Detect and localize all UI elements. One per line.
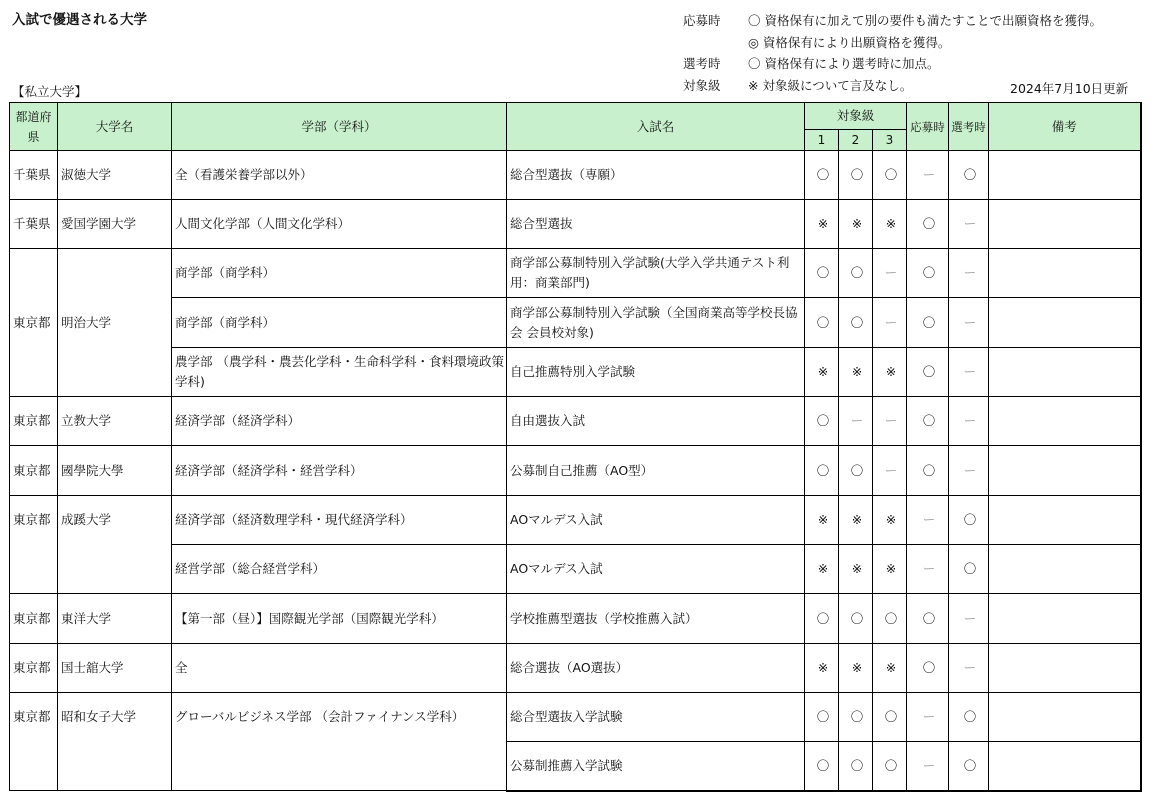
cell-exam: 公募制自己推薦（AO型） xyxy=(507,446,805,496)
cell-exam: 自己推薦特別入学試験 xyxy=(507,348,805,397)
cell-grade-3: ※ xyxy=(873,200,907,249)
cell-select: ー xyxy=(949,446,989,496)
cell-select: ー xyxy=(949,200,989,249)
cell-apply: 〇 xyxy=(907,446,949,496)
cell-univ: 立教大学 xyxy=(58,397,172,446)
cell-grade-1: ※ xyxy=(805,496,839,545)
cell-grade-2: 〇 xyxy=(839,151,873,200)
cell-grade-3: ー xyxy=(873,298,907,348)
cell-faculty: 全 xyxy=(172,644,507,693)
cell-faculty: 経済学部（経済学科・経営学科） xyxy=(172,446,507,496)
cell-notes xyxy=(989,742,1141,791)
cell-notes xyxy=(989,446,1141,496)
cell-select: 〇 xyxy=(949,496,989,545)
section-label: 【私立大学】 xyxy=(12,84,88,99)
cell-grade-1: 〇 xyxy=(805,446,839,496)
table-row xyxy=(10,496,1141,545)
cell-grade-2: ※ xyxy=(839,348,873,397)
cell-grade-3: ※ xyxy=(873,644,907,693)
header-notes: 備考 xyxy=(989,103,1141,151)
cell-apply: 〇 xyxy=(907,298,949,348)
header-apply: 応募時 xyxy=(907,103,949,151)
cell-grade-3: 〇 xyxy=(873,151,907,200)
header-exam: 入試名 xyxy=(507,103,805,151)
cell-grade-1: 〇 xyxy=(805,397,839,446)
table-row xyxy=(10,446,1141,496)
header-grade-1: 1 xyxy=(805,130,839,151)
table-row xyxy=(10,693,1141,742)
cell-notes xyxy=(989,545,1141,594)
cell-univ: 国士舘大学 xyxy=(58,644,172,693)
cell-faculty: 商学部（商学科） xyxy=(172,298,507,348)
table-row xyxy=(10,200,1141,249)
cell-apply: 〇 xyxy=(907,200,949,249)
legend-row xyxy=(683,53,1102,75)
cell-notes xyxy=(989,200,1141,249)
cell-notes xyxy=(989,496,1141,545)
cell-apply: ー xyxy=(907,151,949,200)
cell-grade-2: ※ xyxy=(839,200,873,249)
cell-grade-3: ※ xyxy=(873,348,907,397)
header-select: 選考時 xyxy=(949,103,989,151)
cell-select: ー xyxy=(949,298,989,348)
cell-notes xyxy=(989,298,1141,348)
table-row xyxy=(10,644,1141,693)
cell-apply: ー xyxy=(907,742,949,791)
cell-select: 〇 xyxy=(949,693,989,742)
cell-notes xyxy=(989,249,1141,298)
header-grade: 対象級 xyxy=(805,103,907,130)
cell-apply: 〇 xyxy=(907,348,949,397)
cell-exam: 総合型選抜（専願） xyxy=(507,151,805,200)
legend-row xyxy=(683,10,1102,32)
cell-faculty: 経済学部（経済数理学科・現代経済学科） xyxy=(172,496,507,545)
cell-apply: 〇 xyxy=(907,397,949,446)
cell-grade-1: 〇 xyxy=(805,594,839,644)
header-faculty: 学部（学科） xyxy=(172,103,507,151)
cell-grade-2: 〇 xyxy=(839,742,873,791)
header-grade-3: 3 xyxy=(873,130,907,151)
cell-pref: 東京都 xyxy=(10,446,58,496)
cell-grade-3: 〇 xyxy=(873,742,907,791)
legend-text: 〇 資格保有により選考時に加点。 xyxy=(748,56,940,71)
legend-key: 対象級 xyxy=(683,77,721,93)
cell-univ: 東洋大学 xyxy=(58,594,172,644)
table-row xyxy=(10,298,1141,348)
legend-key: 応募時 xyxy=(683,13,721,28)
table-row xyxy=(10,545,1141,594)
cell-notes xyxy=(989,151,1141,200)
cell-grade-2: 〇 xyxy=(839,446,873,496)
cell-select: 〇 xyxy=(949,545,989,594)
cell-pref: 東京都 xyxy=(10,249,58,397)
cell-apply: ー xyxy=(907,693,949,742)
cell-apply: 〇 xyxy=(907,644,949,693)
cell-exam: 商学部公募制特別入学試験（全国商業高等学校長協会 会員校対象) xyxy=(507,298,805,348)
cell-grade-2: ※ xyxy=(839,644,873,693)
cell-notes xyxy=(989,397,1141,446)
legend-row xyxy=(683,32,1102,54)
cell-notes xyxy=(989,594,1141,644)
cell-univ: 國學院大學 xyxy=(58,446,172,496)
table-row xyxy=(10,249,1141,298)
table-row xyxy=(10,348,1141,397)
cell-exam: 自由選抜入試 xyxy=(507,397,805,446)
cell-apply: ー xyxy=(907,545,949,594)
cell-exam: 総合選抜（AO選抜） xyxy=(507,644,805,693)
cell-grade-2: ※ xyxy=(839,545,873,594)
cell-pref: 東京都 xyxy=(10,644,58,693)
cell-grade-3: 〇 xyxy=(873,594,907,644)
cell-exam: 学校推薦型選抜（学校推薦入試） xyxy=(507,594,805,644)
cell-faculty: 商学部（商学科） xyxy=(172,249,507,298)
cell-grade-2: 〇 xyxy=(839,693,873,742)
cell-grade-2: 〇 xyxy=(839,594,873,644)
cell-faculty: グローバルビジネス学部 （会計ファイナンス学科） xyxy=(172,693,507,791)
cell-grade-2: 〇 xyxy=(839,249,873,298)
cell-exam: 総合型選抜入学試験 xyxy=(507,693,805,742)
cell-grade-2: ※ xyxy=(839,496,873,545)
cell-grade-3: 〇 xyxy=(873,693,907,742)
cell-grade-3: ー xyxy=(873,397,907,446)
cell-grade-3: ー xyxy=(873,446,907,496)
cell-grade-1: ※ xyxy=(805,200,839,249)
cell-grade-1: 〇 xyxy=(805,742,839,791)
cell-select: 〇 xyxy=(949,742,989,791)
header-univ: 大学名 xyxy=(58,103,172,151)
cell-faculty: 経営学部（総合経営学科） xyxy=(172,545,507,594)
cell-exam: 公募制推薦入学試験 xyxy=(507,742,805,791)
cell-univ: 淑徳大学 xyxy=(58,151,172,200)
cell-exam: 総合型選抜 xyxy=(507,200,805,249)
cell-apply: 〇 xyxy=(907,594,949,644)
cell-faculty: 人間文化学部（人間文化学科） xyxy=(172,200,507,249)
cell-grade-3: ー xyxy=(873,249,907,298)
cell-grade-1: 〇 xyxy=(805,249,839,298)
cell-univ: 昭和女子大学 xyxy=(58,693,172,791)
cell-grade-3: ※ xyxy=(873,496,907,545)
legend-text: ◎ 資格保有により出願資格を獲得。 xyxy=(748,34,951,50)
cell-grade-3: ※ xyxy=(873,545,907,594)
cell-grade-1: 〇 xyxy=(805,693,839,742)
cell-apply: 〇 xyxy=(907,249,949,298)
updated-date: 2024年7月10日更新 xyxy=(1010,81,1129,96)
cell-exam: AOマルデス入試 xyxy=(507,545,805,594)
cell-notes xyxy=(989,644,1141,693)
cell-pref: 東京都 xyxy=(10,693,58,791)
legend-key: 選考時 xyxy=(683,56,721,71)
cell-faculty: 農学部 （農学科・農芸化学科・生命科学科・食料環境政策学科) xyxy=(172,348,507,397)
table-row xyxy=(10,397,1141,446)
cell-grade-1: ※ xyxy=(805,644,839,693)
cell-univ: 成蹊大学 xyxy=(58,496,172,594)
cell-univ: 愛国学園大学 xyxy=(58,200,172,249)
cell-faculty: 全（看護栄養学部以外） xyxy=(172,151,507,200)
cell-notes xyxy=(989,693,1141,742)
cell-pref: 東京都 xyxy=(10,397,58,446)
cell-grade-1: 〇 xyxy=(805,298,839,348)
cell-exam: AOマルデス入試 xyxy=(507,496,805,545)
cell-pref: 千葉県 xyxy=(10,151,58,200)
legend-text: ※ 対象級について言及なし。 xyxy=(748,77,913,93)
cell-apply: ー xyxy=(907,496,949,545)
cell-pref: 東京都 xyxy=(10,496,58,594)
cell-univ: 明治大学 xyxy=(58,249,172,397)
legend-key xyxy=(683,32,748,54)
cell-select: ー xyxy=(949,594,989,644)
cell-select: ー xyxy=(949,249,989,298)
table-row xyxy=(10,594,1141,644)
cell-select: ー xyxy=(949,348,989,397)
header-pref: 都道府県 xyxy=(10,103,58,151)
cell-select: ー xyxy=(949,644,989,693)
page-title: 入試で優遇される大学 xyxy=(12,12,147,28)
header-grade-2: 2 xyxy=(839,130,873,151)
table-row xyxy=(10,151,1141,200)
cell-grade-1: ※ xyxy=(805,348,839,397)
university-table xyxy=(9,102,1142,792)
cell-select: ー xyxy=(949,397,989,446)
cell-faculty: 経済学部（経済学科） xyxy=(172,397,507,446)
cell-grade-1: 〇 xyxy=(805,151,839,200)
cell-grade-2: ー xyxy=(839,397,873,446)
cell-exam: 商学部公募制特別入学試験(大学入学共通テスト利用：商業部門) xyxy=(507,249,805,298)
cell-select: 〇 xyxy=(949,151,989,200)
cell-faculty: 【第一部（昼）】国際観光学部（国際観光学科） xyxy=(172,594,507,644)
cell-pref: 千葉県 xyxy=(10,200,58,249)
cell-pref: 東京都 xyxy=(10,594,58,644)
cell-notes xyxy=(989,348,1141,397)
legend-text: 〇 資格保有に加えて別の要件も満たすことで出願資格を獲得。 xyxy=(748,13,1102,28)
cell-grade-2: 〇 xyxy=(839,298,873,348)
cell-grade-1: ※ xyxy=(805,545,839,594)
